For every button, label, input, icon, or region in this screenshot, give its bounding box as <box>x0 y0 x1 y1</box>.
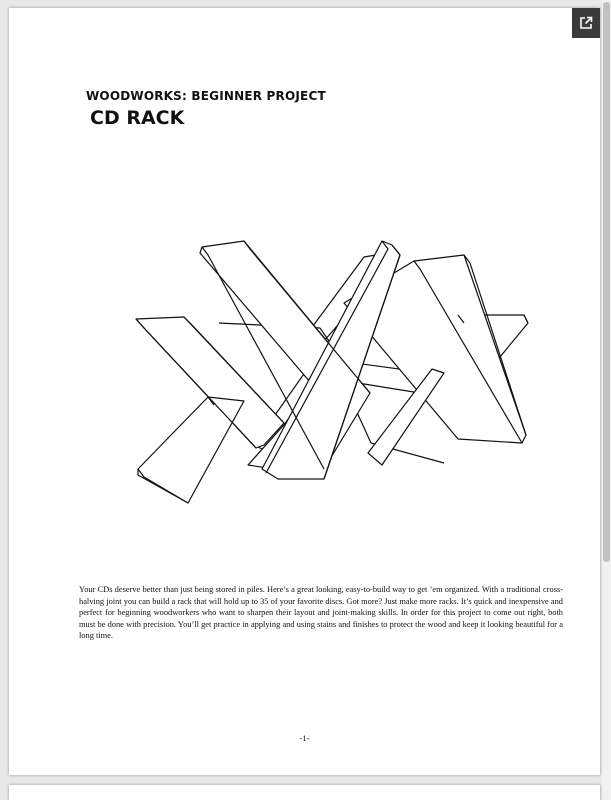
project-description: Your CDs deserve better than just being stored in piles. Here’s a great looking, easy-to-build way to get ’em organized. With a traditional cross-halving joint you can build a rack that will hold up to 35 of your favorite discs. Got more? Just make more racks. It’s quick and inexpensive and perfect for beginning woodworkers who want to sharpen their layout and joint-making skills. In order for this project to come out right, both must be done with precision. You’ll get practice in applying and using stains and finishes to protect the wood and keep it looking beautiful for a long time. <box>79 585 563 641</box>
cd-rack-illustration <box>124 233 534 513</box>
document-page <box>9 8 600 775</box>
scrollbar-thumb[interactable] <box>603 2 610 562</box>
project-kicker: WOODWORKS: BEGINNER PROJECT <box>86 89 326 103</box>
asc-board-3 <box>368 369 444 465</box>
asc-board-1 <box>138 397 244 503</box>
popout-button[interactable] <box>572 8 600 38</box>
open-in-new-window-icon <box>579 16 593 30</box>
page-number: -1- <box>299 733 310 743</box>
vertical-scrollbar[interactable] <box>602 0 611 800</box>
project-title: CD RACK <box>90 107 185 129</box>
next-document-page <box>9 785 600 800</box>
